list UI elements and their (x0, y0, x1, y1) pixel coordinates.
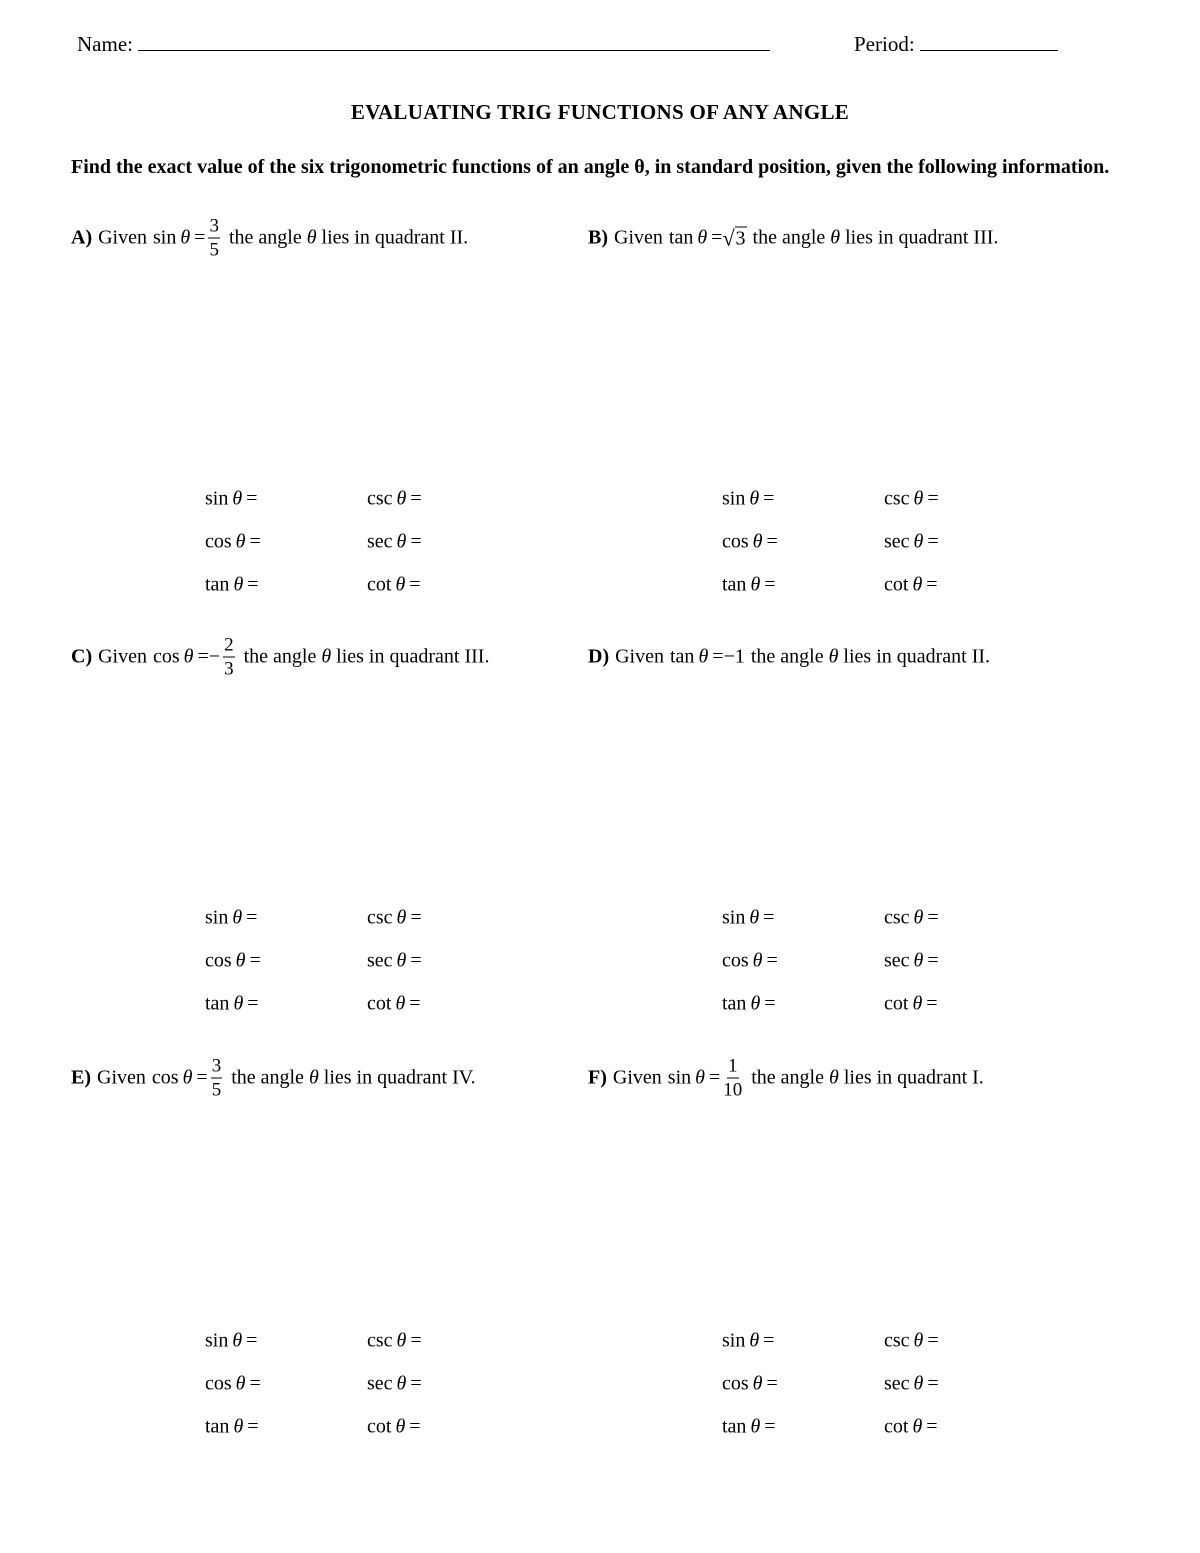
angle-text: the angle (228, 226, 307, 249)
function-cos-blank[interactable] (722, 950, 778, 973)
theta-symbol: θ (749, 487, 760, 510)
equals-sign: = (760, 992, 776, 1015)
problem-label: C) (71, 645, 93, 668)
problem-label: F) (588, 1066, 607, 1089)
equals-sign: = (704, 1066, 721, 1089)
equals-sign: = (759, 906, 775, 929)
angle-text: the angle (752, 226, 831, 249)
function-name: csc (884, 1329, 914, 1352)
function-sec-blank[interactable] (884, 950, 939, 973)
theta-symbol: θ (233, 573, 244, 596)
function-tan-blank[interactable] (205, 993, 259, 1016)
function-name: tan (205, 992, 234, 1015)
fraction-denominator: 3 (224, 658, 234, 680)
theta-symbol: θ (306, 226, 317, 249)
equals-sign: = (243, 992, 259, 1015)
theta-symbol: θ (752, 530, 763, 553)
equals-sign: = (759, 487, 775, 510)
equals-sign: = (760, 573, 776, 596)
fraction-denominator: 10 (723, 1079, 743, 1101)
function-sec-blank[interactable] (884, 1373, 939, 1396)
instructions: Find the exact value of the six trigonometric functions of an angle θ, in standard position, given the following information. (71, 156, 1110, 178)
theta-symbol: θ (396, 1329, 407, 1352)
page-title: EVALUATING TRIG FUNCTIONS OF ANY ANGLE (350, 100, 850, 124)
equals-sign: = (406, 487, 422, 510)
theta-symbol: θ (396, 949, 407, 972)
given-function: tan (670, 645, 699, 668)
theta-symbol: θ (752, 949, 763, 972)
function-sec-blank[interactable] (884, 531, 939, 554)
function-cot-blank[interactable] (367, 993, 421, 1016)
equals-sign: = (405, 1415, 421, 1438)
function-sin-blank[interactable] (205, 488, 257, 511)
equals-sign: = (707, 226, 723, 249)
theta-symbol: θ (750, 1415, 761, 1438)
function-name: cot (884, 573, 913, 596)
equals-sign: = (762, 949, 778, 972)
square-root (722, 227, 746, 250)
theta-symbol: θ (750, 992, 761, 1015)
function-tan-blank[interactable] (722, 574, 776, 597)
theta-symbol: θ (233, 1415, 244, 1438)
function-cos-blank[interactable] (722, 1373, 778, 1396)
function-name: sin (722, 906, 750, 929)
theta-symbol: θ (182, 1066, 193, 1089)
equals-sign: = (245, 1372, 261, 1395)
theta-symbol: θ (913, 487, 924, 510)
theta-symbol: θ (395, 1415, 406, 1438)
equals-sign: = (242, 906, 258, 929)
fraction-numerator: 1 (728, 1055, 738, 1077)
equals-sign: = (406, 530, 422, 553)
problem-label: D) (588, 645, 610, 668)
theta-symbol: θ (830, 226, 841, 249)
theta-symbol: θ (828, 645, 839, 668)
function-name: sec (367, 949, 397, 972)
equals-sign: = (245, 949, 261, 972)
given-function: tan (668, 226, 698, 249)
quadrant-text: lies in quadrant IV. (318, 1066, 476, 1089)
function-tan-blank[interactable] (722, 1416, 776, 1439)
equals-sign: = (760, 1415, 776, 1438)
function-name: cot (884, 1415, 913, 1438)
theta-symbol: θ (912, 573, 923, 596)
period-blank[interactable] (920, 32, 1058, 51)
equals-sign: = (922, 573, 938, 596)
problem-e (71, 1057, 476, 1100)
fraction-numerator: 2 (224, 634, 234, 656)
theta-symbol: θ (232, 906, 243, 929)
given-function: cos (151, 1066, 183, 1089)
radicand: 3 (735, 227, 746, 250)
name-line (77, 32, 770, 57)
function-csc-blank[interactable] (884, 1330, 939, 1353)
function-tan-blank[interactable] (205, 1416, 259, 1439)
theta-symbol: θ (180, 226, 191, 249)
problem-a (71, 217, 468, 260)
function-sec-blank[interactable] (367, 531, 422, 554)
function-cot-blank[interactable] (884, 1416, 938, 1439)
equals-sign: = (762, 1372, 778, 1395)
angle-text: the angle (751, 1066, 829, 1089)
quadrant-text: lies in quadrant I. (838, 1066, 984, 1089)
given-word: Given (97, 1066, 146, 1089)
theta-symbol: θ (235, 949, 246, 972)
problem-c (71, 636, 489, 679)
function-csc-blank[interactable] (884, 907, 939, 930)
theta-symbol: θ (183, 645, 194, 668)
given-word: Given (98, 645, 147, 668)
equals-sign: = (190, 226, 206, 249)
function-name: cos (205, 530, 236, 553)
equals-sign: = (243, 1415, 259, 1438)
problem-label: A) (71, 226, 93, 249)
equals-sign: = (406, 1372, 422, 1395)
given-value: −1 (723, 645, 745, 668)
given-function: cos (153, 645, 184, 668)
theta-symbol: θ (913, 530, 924, 553)
theta-symbol: θ (749, 906, 760, 929)
problem-label: B) (588, 226, 608, 249)
function-name: csc (884, 487, 914, 510)
function-name: sec (884, 949, 914, 972)
function-cos-blank[interactable] (205, 531, 261, 554)
function-sin-blank[interactable] (722, 488, 774, 511)
theta-symbol: θ (235, 1372, 246, 1395)
equals-sign: = (406, 906, 422, 929)
equals-sign: = (245, 530, 261, 553)
function-name: csc (367, 1329, 397, 1352)
function-name: cot (367, 1415, 396, 1438)
function-csc-blank[interactable] (884, 488, 939, 511)
theta-symbol: θ (912, 1415, 923, 1438)
fraction-numerator: 3 (211, 1055, 222, 1077)
name-label: Name: (77, 32, 133, 56)
function-name: sin (205, 906, 233, 929)
equals-sign: = (406, 1329, 422, 1352)
function-csc-blank[interactable] (367, 1330, 422, 1353)
equals-sign: = (242, 1329, 258, 1352)
angle-text: the angle (231, 1066, 309, 1089)
theta-symbol: θ (913, 949, 924, 972)
function-name: sec (884, 1372, 914, 1395)
theta-symbol: θ (395, 573, 406, 596)
equals-sign: = (193, 645, 209, 668)
given-function: sin (153, 226, 181, 249)
quadrant-text: lies in quadrant II. (316, 226, 469, 249)
quadrant-text: lies in quadrant II. (838, 645, 991, 668)
function-sin-blank[interactable] (722, 907, 774, 930)
function-name: csc (884, 906, 914, 929)
given-fraction (208, 217, 220, 260)
theta-symbol: θ (749, 1329, 760, 1352)
function-name: csc (367, 906, 397, 929)
theta-symbol: θ (913, 1329, 924, 1352)
equals-sign: = (922, 992, 938, 1015)
function-sin-blank[interactable] (205, 907, 257, 930)
function-cos-blank[interactable] (205, 1373, 261, 1396)
function-csc-blank[interactable] (367, 907, 422, 930)
theta-symbol: θ (697, 226, 708, 249)
theta-symbol: θ (395, 992, 406, 1015)
function-cot-blank[interactable] (367, 574, 421, 597)
function-name: tan (722, 992, 751, 1015)
quadrant-text: lies in quadrant III. (840, 226, 999, 249)
theta-symbol: θ (913, 906, 924, 929)
function-name: cos (205, 949, 236, 972)
theta-symbol: θ (396, 1372, 407, 1395)
theta-symbol: θ (829, 1066, 839, 1089)
theta-symbol: θ (232, 487, 243, 510)
theta-symbol: θ (912, 992, 923, 1015)
function-name: cot (367, 992, 396, 1015)
function-cot-blank[interactable] (884, 993, 938, 1016)
given-fraction (223, 636, 235, 679)
equals-sign: = (405, 992, 421, 1015)
theta-symbol: θ (396, 530, 407, 553)
given-function: sin (667, 1066, 696, 1089)
function-name: sec (367, 1372, 397, 1395)
function-tan-blank[interactable] (722, 993, 776, 1016)
function-sin-blank[interactable] (722, 1330, 774, 1353)
equals-sign: = (192, 1066, 208, 1089)
function-cos-blank[interactable] (722, 531, 778, 554)
quadrant-text: lies in quadrant III. (331, 645, 490, 668)
function-sec-blank[interactable] (367, 950, 422, 973)
given-word: Given (612, 1066, 662, 1089)
function-name: cot (367, 573, 396, 596)
equals-sign: = (708, 645, 724, 668)
function-name: tan (205, 1415, 234, 1438)
problem-b (588, 227, 998, 250)
equals-sign: = (923, 906, 939, 929)
function-tan-blank[interactable] (205, 574, 259, 597)
function-sec-blank[interactable] (367, 1373, 422, 1396)
theta-symbol: θ (396, 487, 407, 510)
problem-label: E) (71, 1066, 91, 1089)
theta-symbol: θ (308, 1066, 319, 1089)
equals-sign: = (922, 1415, 938, 1438)
equals-sign: = (923, 1329, 939, 1352)
equals-sign: = (923, 530, 939, 553)
given-word: Given (98, 226, 147, 249)
function-name: sin (205, 487, 233, 510)
equals-sign: = (923, 487, 939, 510)
equals-sign: = (243, 573, 259, 596)
equals-sign: = (405, 573, 421, 596)
function-name: tan (722, 573, 751, 596)
theta-symbol: θ (235, 530, 246, 553)
equals-sign: = (923, 1372, 939, 1395)
function-name: sec (884, 530, 914, 553)
theta-symbol: θ (396, 906, 407, 929)
function-cot-blank[interactable] (884, 574, 938, 597)
theta-symbol: θ (233, 992, 244, 1015)
equals-sign: = (242, 487, 258, 510)
function-csc-blank[interactable] (367, 488, 422, 511)
given-word: Given (614, 226, 663, 249)
minus-sign: − (208, 645, 221, 668)
given-fraction (723, 1057, 742, 1100)
name-blank[interactable] (138, 32, 770, 51)
theta-symbol: θ (913, 1372, 924, 1395)
theta-symbol: θ (752, 1372, 763, 1395)
theta-symbol: θ (750, 573, 761, 596)
theta-symbol: θ (698, 645, 709, 668)
function-name: cos (722, 1372, 753, 1395)
function-name: sin (205, 1329, 233, 1352)
function-name: csc (367, 487, 397, 510)
given-fraction (211, 1057, 223, 1100)
angle-text: the angle (243, 645, 322, 668)
equals-sign: = (406, 949, 422, 972)
function-name: sec (367, 530, 397, 553)
theta-symbol: θ (232, 1329, 243, 1352)
equals-sign: = (923, 949, 939, 972)
theta-symbol: θ (695, 1066, 705, 1089)
function-name: cos (722, 530, 753, 553)
fraction-denominator: 5 (209, 239, 219, 261)
function-cot-blank[interactable] (367, 1416, 421, 1439)
given-word: Given (615, 645, 664, 668)
function-name: tan (205, 573, 234, 596)
function-name: cot (884, 992, 913, 1015)
function-sin-blank[interactable] (205, 1330, 257, 1353)
fraction-denominator: 5 (211, 1079, 222, 1101)
problem-d (588, 646, 990, 669)
period-line (854, 32, 1058, 57)
function-cos-blank[interactable] (205, 950, 261, 973)
function-name: sin (722, 1329, 750, 1352)
theta-symbol: θ (321, 645, 332, 668)
function-name: sin (722, 487, 750, 510)
angle-text: the angle (750, 645, 829, 668)
period-label: Period: (854, 32, 915, 56)
radical-icon: √ (722, 225, 735, 251)
equals-sign: = (759, 1329, 775, 1352)
problem-f (588, 1057, 984, 1100)
function-name: cos (205, 1372, 236, 1395)
fraction-numerator: 3 (209, 215, 219, 237)
function-name: cos (722, 949, 753, 972)
equals-sign: = (762, 530, 778, 553)
function-name: tan (722, 1415, 751, 1438)
